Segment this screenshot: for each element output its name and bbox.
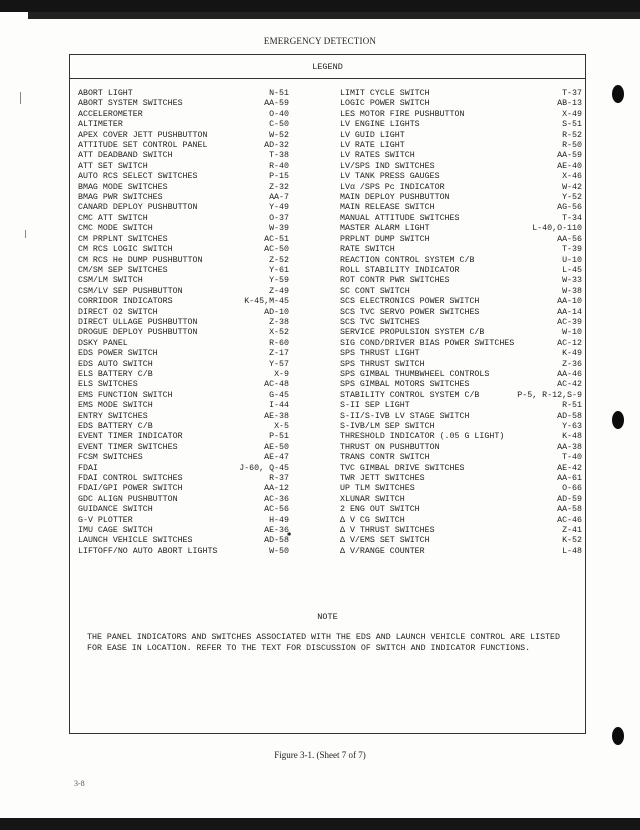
legend-entry-name: CMC ATT SWITCH [78, 213, 148, 223]
legend-entry-location: W-50 [269, 546, 289, 556]
legend-entry-location: AA-46 [557, 369, 582, 379]
legend-entry-location: AC-56 [264, 505, 289, 515]
legend-entry-location: L-48 [562, 546, 582, 556]
legend-entry-name: SPS THRUST SWITCH [340, 359, 425, 369]
legend-entry [78, 443, 289, 453]
legend-entry-name: Δ V/EMS SET SWITCH [340, 536, 430, 546]
legend-title: LEGEND [312, 62, 343, 72]
legend-entry-name: EMS FUNCTION SWITCH [78, 390, 173, 400]
legend-entry [340, 110, 582, 120]
legend-entry-name: SPS GIMBAL THUMBWHEEL CONTROLS [340, 369, 490, 379]
legend-entry-location: W-52 [269, 130, 289, 140]
legend-entry-location: AC-42 [557, 380, 582, 390]
legend-entry-location: N-51 [269, 89, 289, 98]
legend-entry-name: ATT SET SWITCH [78, 161, 148, 171]
legend-entry [78, 193, 289, 203]
legend-entry-location: Y-52 [562, 193, 582, 203]
legend-entry-name: DIRECT O2 SWITCH [78, 307, 158, 317]
legend-left-column [78, 89, 292, 557]
legend-entry [78, 141, 289, 151]
legend-entry-location: AC-51 [264, 234, 289, 244]
legend-entry-name: AUTO RCS SELECT SWITCHES [78, 172, 198, 182]
legend-entry [340, 183, 582, 193]
legend-entry [340, 245, 582, 255]
legend-entry [340, 360, 582, 370]
legend-entry-location: T-38 [269, 151, 289, 161]
legend-entry-location: R-51 [562, 401, 582, 411]
legend-entry-location: Z-32 [269, 182, 289, 192]
legend-entry-name: LV RATE LIGHT [340, 141, 405, 151]
top-scan-border [0, 0, 640, 12]
legend-entry-location: T-37 [562, 89, 582, 98]
legend-entry-location: H-49 [269, 515, 289, 525]
note-line-1: THE PANEL INDICATORS AND SWITCHES ASSOCIATED WITH THE EDS AND LAUNCH VEHICLE CONTROL ARE LISTED [87, 633, 560, 642]
legend-entry-location: T-34 [562, 213, 582, 223]
legend-entry [78, 516, 289, 526]
legend-entry [78, 432, 289, 442]
legend-entry [340, 443, 582, 453]
legend-entry [340, 172, 582, 182]
legend-entry [340, 131, 582, 141]
legend-entry-name: EVENT TIMER SWITCHES [78, 442, 178, 452]
legend-entry [340, 422, 582, 432]
legend-entry-name: LIFTOFF/NO AUTO ABORT LIGHTS [78, 546, 218, 556]
page-number: 3-8 [74, 779, 85, 788]
legend-entry-location: AE-50 [264, 442, 289, 452]
legend-entry-location: AA-7 [269, 193, 289, 203]
legend-entry-name: LV ENGINE LIGHTS [340, 120, 420, 130]
legend-entry [78, 339, 289, 349]
legend-entry [78, 391, 289, 401]
legend-entry [340, 516, 582, 526]
legend-entry [78, 547, 289, 557]
legend-entry [340, 484, 582, 494]
legend-entry-location: AG-56 [557, 203, 582, 213]
legend-entry-name: SCS ELECTRONICS POWER SWITCH [340, 297, 480, 307]
legend-entry [78, 266, 289, 276]
legend-entry-location: Y-49 [269, 203, 289, 213]
bottom-scan-border [0, 818, 640, 830]
legend-entry [340, 214, 582, 224]
legend-entry-name: TRANS CONTR SWITCH [340, 453, 430, 463]
page-header-title: EMERGENCY DETECTION [263, 36, 377, 46]
legend-entry [78, 214, 289, 224]
legend-entry-location: J-60, Q-45 [239, 463, 289, 473]
legend-entry-name: GUIDANCE SWITCH [78, 505, 153, 515]
legend-entry-location: W-33 [562, 276, 582, 286]
legend-entry [78, 349, 289, 359]
legend-entry-location: Y-57 [269, 359, 289, 369]
legend-entry-name: CM RCS He DUMP PUSHBUTTON [78, 255, 203, 265]
legend-entry-name: EDS BATTERY C/B [78, 422, 153, 431]
legend-entry-name: SCS TVC SERVO POWER SWITCHES [340, 307, 480, 317]
legend-entry [340, 256, 582, 266]
legend-entry [78, 474, 289, 484]
legend-entry-location: T-39 [562, 245, 582, 255]
legend-entry [78, 224, 289, 234]
legend-entry-name: FDAI/GPI POWER SWITCH [78, 484, 183, 494]
legend-entry-name: FCSM SWITCHES [78, 453, 143, 463]
legend-entry-name: EVENT TIMER INDICATOR [78, 432, 183, 442]
binder-hole [612, 727, 624, 745]
legend-entry-name: CANARD DEPLOY PUSHBUTTON [78, 203, 198, 213]
legend-entry [340, 151, 582, 161]
legend-entry [78, 276, 289, 286]
legend-entry-name: BMAG MODE SWITCHES [78, 182, 168, 192]
legend-entry-name: Δ V/RANGE COUNTER [340, 546, 425, 556]
legend-entry [340, 349, 582, 359]
legend-entry-location: T-40 [562, 453, 582, 463]
scan-mark [20, 92, 21, 104]
legend-entry-location: W-10 [562, 328, 582, 338]
legend-entry-location: Y-61 [269, 265, 289, 275]
legend-entry [340, 297, 582, 307]
legend-entry-name: MAIN DEPLOY PUSHBUTTON [340, 193, 450, 203]
legend-entry-name: ROLL STABILITY INDICATOR [340, 265, 460, 275]
legend-entry-location: AD-10 [264, 307, 289, 317]
legend-entry-name: REACTION CONTROL SYSTEM C/B [340, 255, 475, 265]
legend-entry [340, 193, 582, 203]
legend-entry-location: C-50 [269, 120, 289, 130]
legend-entry-location: Z-17 [269, 349, 289, 359]
legend-entry-location: W-38 [562, 286, 582, 296]
legend-entry [78, 526, 289, 536]
legend-entry-location: AC-12 [557, 338, 582, 348]
legend-entry-name: LOGIC POWER SWITCH [340, 99, 430, 109]
legend-entry-name: XLUNAR SWITCH [340, 494, 405, 504]
legend-entry-location: O-66 [562, 484, 582, 494]
legend-entry [78, 120, 289, 130]
legend-entry [340, 526, 582, 536]
legend-entry-name: DSKY PANEL [78, 338, 128, 348]
legend-entry [78, 297, 289, 307]
legend-entry-location: K-49 [562, 349, 582, 359]
legend-entry [340, 99, 582, 109]
legend-entry [78, 245, 289, 255]
legend-entry-name: SCS TVC SWITCHES [340, 317, 420, 327]
legend-entry [78, 99, 289, 109]
legend-entry [78, 287, 289, 297]
legend-entry-name: EMS MODE SWITCH [78, 401, 153, 411]
legend-entry-name: ABORT SYSTEM SWITCHES [78, 99, 183, 109]
legend-entry [78, 401, 289, 411]
legend-entry [78, 89, 289, 99]
legend-entry [340, 266, 582, 276]
legend-entry [78, 453, 289, 463]
legend-entry-location: K-52 [562, 536, 582, 546]
legend-entry-location: I-44 [269, 401, 289, 411]
legend-entry [340, 536, 582, 546]
legend-entry-name: TWR JETT SWITCHES [340, 474, 425, 484]
legend-entry-location: K-45,M-45 [244, 297, 289, 307]
legend-entry-name: CSM/LM SWITCH [78, 276, 143, 286]
legend-entry-name: THRUST ON PUSHBUTTON [340, 442, 440, 452]
legend-entry-location: Y-59 [269, 276, 289, 286]
legend-entry-location: AE-36 [264, 526, 289, 536]
legend-entry-name: ELS SWITCHES [78, 380, 138, 390]
legend-entry-name: ENTRY SWITCHES [78, 411, 148, 421]
legend-entry [78, 308, 289, 318]
legend-entry-location: R-37 [269, 474, 289, 484]
legend-entry-location: Z-38 [269, 317, 289, 327]
legend-entry-name: ATTITUDE SET CONTROL PANEL [78, 141, 208, 151]
legend-entry [78, 131, 289, 141]
legend-entry-name: SIG COND/DRIVER BIAS POWER SWITCHES [340, 338, 515, 348]
legend-entry-name: MASTER ALARM LIGHT [340, 224, 430, 234]
legend-entry-name: S-II SEP LIGHT [340, 401, 410, 411]
note-title: NOTE [317, 612, 338, 622]
legend-entry [78, 505, 289, 515]
legend-entry-name: TVC GIMBAL DRIVE SWITCHES [340, 463, 465, 473]
legend-entry-name: DROGUE DEPLOY PUSHBUTTON [78, 328, 198, 338]
legend-entry-name: STABILITY CONTROL SYSTEM C/B [340, 390, 480, 400]
legend-entry [340, 453, 582, 463]
legend-entry [340, 339, 582, 349]
legend-entry [78, 151, 289, 161]
legend-entry-name: ROT CONTR PWR SWITCHES [340, 276, 450, 286]
legend-entry-name: ATT DEADBAND SWITCH [78, 151, 173, 161]
legend-entry-name: CM PRPLNT SWITCHES [78, 234, 168, 244]
legend-entry-location: AA-10 [557, 297, 582, 307]
legend-entry-location: W-42 [562, 182, 582, 192]
legend-entry-location: R-52 [562, 130, 582, 140]
legend-entry [340, 391, 582, 401]
legend-entry [340, 464, 582, 474]
legend-entry [78, 495, 289, 505]
legend-entry [340, 432, 582, 442]
legend-divider [69, 78, 586, 79]
legend-entry [78, 328, 289, 338]
legend-entry-location: AA-59 [557, 151, 582, 161]
legend-entry-name: SPS GIMBAL MOTORS SWITCHES [340, 380, 470, 390]
legend-entry [340, 401, 582, 411]
legend-entry-name: SC CONT SWITCH [340, 286, 410, 296]
legend-entry [340, 328, 582, 338]
legend-entry-name: BMAG PWR SWITCHES [78, 193, 163, 203]
legend-entry-name: CMC MODE SWITCH [78, 224, 153, 234]
figure-caption: Figure 3-1. (Sheet 7 of 7) [274, 750, 366, 760]
legend-entry-name: APEX COVER JETT PUSHBUTTON [78, 130, 208, 140]
legend-entry-location: AA-61 [557, 474, 582, 484]
legend-entry [78, 172, 289, 182]
legend-entry-name: ALTIMETER [78, 120, 123, 130]
legend-entry-name: ELS BATTERY C/B [78, 369, 153, 379]
legend-entry [78, 464, 289, 474]
legend-entry-name: MANUAL ATTITUDE SWITCHES [340, 213, 460, 223]
legend-entry-location: R-50 [562, 141, 582, 151]
legend-entry-location: Z-36 [562, 359, 582, 369]
legend-entry-location: AC-39 [557, 317, 582, 327]
legend-entry [340, 547, 582, 557]
legend-entry-name: LV TANK PRESS GAUGES [340, 172, 440, 182]
legend-entry-name: LES MOTOR FIRE PUSHBUTTON [340, 109, 465, 119]
legend-entry-location: G-45 [269, 390, 289, 400]
legend-entry-location: AC-46 [557, 515, 582, 525]
legend-entry-location: Z-52 [269, 255, 289, 265]
legend-entry-name: ABORT LIGHT [78, 89, 133, 98]
legend-entry [78, 536, 289, 546]
legend-entry-name: CM/SM SEP SWITCHES [78, 265, 168, 275]
legend-entry [340, 89, 582, 99]
legend-entry-location: X-9 [274, 369, 289, 379]
legend-entry [78, 360, 289, 370]
legend-entry-name: Δ V THRUST SWITCHES [340, 526, 435, 536]
legend-entry [78, 412, 289, 422]
legend-entry-name: LAUNCH VEHICLE SWITCHES [78, 536, 193, 546]
legend-entry [340, 203, 582, 213]
legend-entry-location: O-40 [269, 109, 289, 119]
legend-entry-name: CM RCS LOGIC SWITCH [78, 245, 173, 255]
legend-entry-location: AD-58 [264, 536, 289, 546]
legend-entry [340, 318, 582, 328]
legend-entry-name: FDAI CONTROL SWITCHES [78, 474, 183, 484]
legend-entry [78, 422, 289, 432]
legend-entry-location: AE-47 [264, 453, 289, 463]
legend-entry-location: Y-63 [562, 422, 582, 431]
legend-entry-location: AD-59 [557, 494, 582, 504]
legend-entry-name: CSM/LV SEP PUSHBUTTON [78, 286, 183, 296]
legend-entry [340, 412, 582, 422]
legend-entry [340, 224, 582, 234]
legend-entry-location: AE-40 [557, 161, 582, 171]
legend-entry [340, 276, 582, 286]
legend-entry-location: U-10 [562, 255, 582, 265]
legend-entry [340, 380, 582, 390]
legend-entry [340, 141, 582, 151]
legend-entry-location: P-15 [269, 172, 289, 182]
legend-entry-name: THRESHOLD INDICATOR (.05 G LIGHT) [340, 432, 505, 442]
legend-entry-name: ACCELEROMETER [78, 109, 143, 119]
legend-entry-location: K-48 [562, 432, 582, 442]
legend-entry-name: CORRIDOR INDICATORS [78, 297, 173, 307]
legend-entry-location: R-40 [269, 161, 289, 171]
annotation-mark: ✱ [287, 531, 292, 539]
legend-entry [78, 235, 289, 245]
legend-entry [340, 162, 582, 172]
legend-entry-name: Δ V CG SWITCH [340, 515, 405, 525]
legend-entry-location: X-5 [274, 422, 289, 431]
legend-entry-location: P-51 [269, 432, 289, 442]
legend-entry-location: AE-42 [557, 463, 582, 473]
legend-entry-location: X-46 [562, 172, 582, 182]
legend-entry-name: UP TLM SWITCHES [340, 484, 415, 494]
legend-entry-location: AD-32 [264, 141, 289, 151]
legend-entry-location: AC-36 [264, 494, 289, 504]
legend-entry [78, 110, 289, 120]
legend-entry-location: AA-58 [557, 505, 582, 515]
legend-entry [78, 370, 289, 380]
legend-entry [78, 318, 289, 328]
legend-entry-location: AD-58 [557, 411, 582, 421]
legend-entry-location: X-52 [269, 328, 289, 338]
binder-hole [612, 411, 624, 429]
note-line-2: FOR EASE IN LOCATION. REFER TO THE TEXT FOR DISCUSSION OF SWITCH AND INDICATOR FUNCTIONS. [87, 644, 531, 653]
legend-entry [78, 484, 289, 494]
legend-entry [78, 162, 289, 172]
legend-entry-location: AA-59 [264, 99, 289, 109]
legend-entry-location: AA-12 [264, 484, 289, 494]
legend-entry-location: AB-13 [557, 99, 582, 109]
legend-entry-name: LV GUID LIGHT [340, 130, 405, 140]
legend-entry-name: EDS POWER SWITCH [78, 349, 158, 359]
legend-entry-location: AA-14 [557, 307, 582, 317]
legend-entry-location: AE-38 [264, 411, 289, 421]
legend-entry-location: R-60 [269, 338, 289, 348]
legend-entry [78, 183, 289, 193]
legend-entry [340, 370, 582, 380]
legend-entry-name: MAIN RELEASE SWITCH [340, 203, 435, 213]
legend-entry-location: AA-56 [557, 234, 582, 244]
scan-mark [25, 230, 26, 238]
legend-entry-location: L-40,O-110 [532, 224, 582, 234]
legend-entry-name: S-IVB/LM SEP SWITCH [340, 422, 435, 431]
legend-entry-name: 2 ENG OUT SWITCH [340, 505, 420, 515]
legend-entry-name: PRPLNT DUMP SWITCH [340, 234, 430, 244]
legend-entry-name: DIRECT ULLAGE PUSHBUTTON [78, 317, 198, 327]
legend-entry [340, 308, 582, 318]
legend-entry [78, 203, 289, 213]
legend-entry [340, 495, 582, 505]
legend-entry-location: AC-50 [264, 245, 289, 255]
legend-entry-name: IMU CAGE SWITCH [78, 526, 153, 536]
legend-entry-location: W-39 [269, 224, 289, 234]
legend-entry [78, 380, 289, 390]
legend-right-column [340, 89, 582, 557]
legend-entry-name: GDC ALIGN PUSHBUTTON [78, 494, 178, 504]
legend-entry-name: SERVICE PROPULSION SYSTEM C/B [340, 328, 485, 338]
legend-entry-location: AA-38 [557, 442, 582, 452]
legend-entry-name: LV/SPS IND SWITCHES [340, 161, 435, 171]
legend-entry-location: L-45 [562, 265, 582, 275]
legend-entry-location: S-51 [562, 120, 582, 130]
legend-entry-location: AC-48 [264, 380, 289, 390]
legend-entry-location: Z-41 [562, 526, 582, 536]
legend-entry-name: SPS THRUST LIGHT [340, 349, 420, 359]
legend-entry [78, 256, 289, 266]
legend-entry-name: EDS AUTO SWITCH [78, 359, 153, 369]
legend-entry-name: G-V PLOTTER [78, 515, 133, 525]
legend-entry [340, 474, 582, 484]
legend-entry-location: O-37 [269, 213, 289, 223]
legend-entry-name: RATE SWITCH [340, 245, 395, 255]
legend-entry-name: FDAI [78, 463, 98, 473]
legend-entry-name: LV RATES SWITCH [340, 151, 415, 161]
legend-entry-name: LIMIT CYCLE SWITCH [340, 89, 430, 98]
legend-entry [340, 287, 582, 297]
legend-entry [340, 505, 582, 515]
legend-entry-name: LVα /SPS Pc INDICATOR [340, 182, 445, 192]
legend-entry-location: X-49 [562, 109, 582, 119]
legend-entry-location: Z-49 [269, 286, 289, 296]
legend-entry [340, 120, 582, 130]
note-text [87, 632, 577, 654]
legend-entry [340, 235, 582, 245]
legend-entry-name: S-II/S-IVB LV STAGE SWITCH [340, 411, 470, 421]
binder-hole [612, 85, 624, 103]
legend-entry-location: P-5, R-12,S-9 [517, 390, 582, 400]
